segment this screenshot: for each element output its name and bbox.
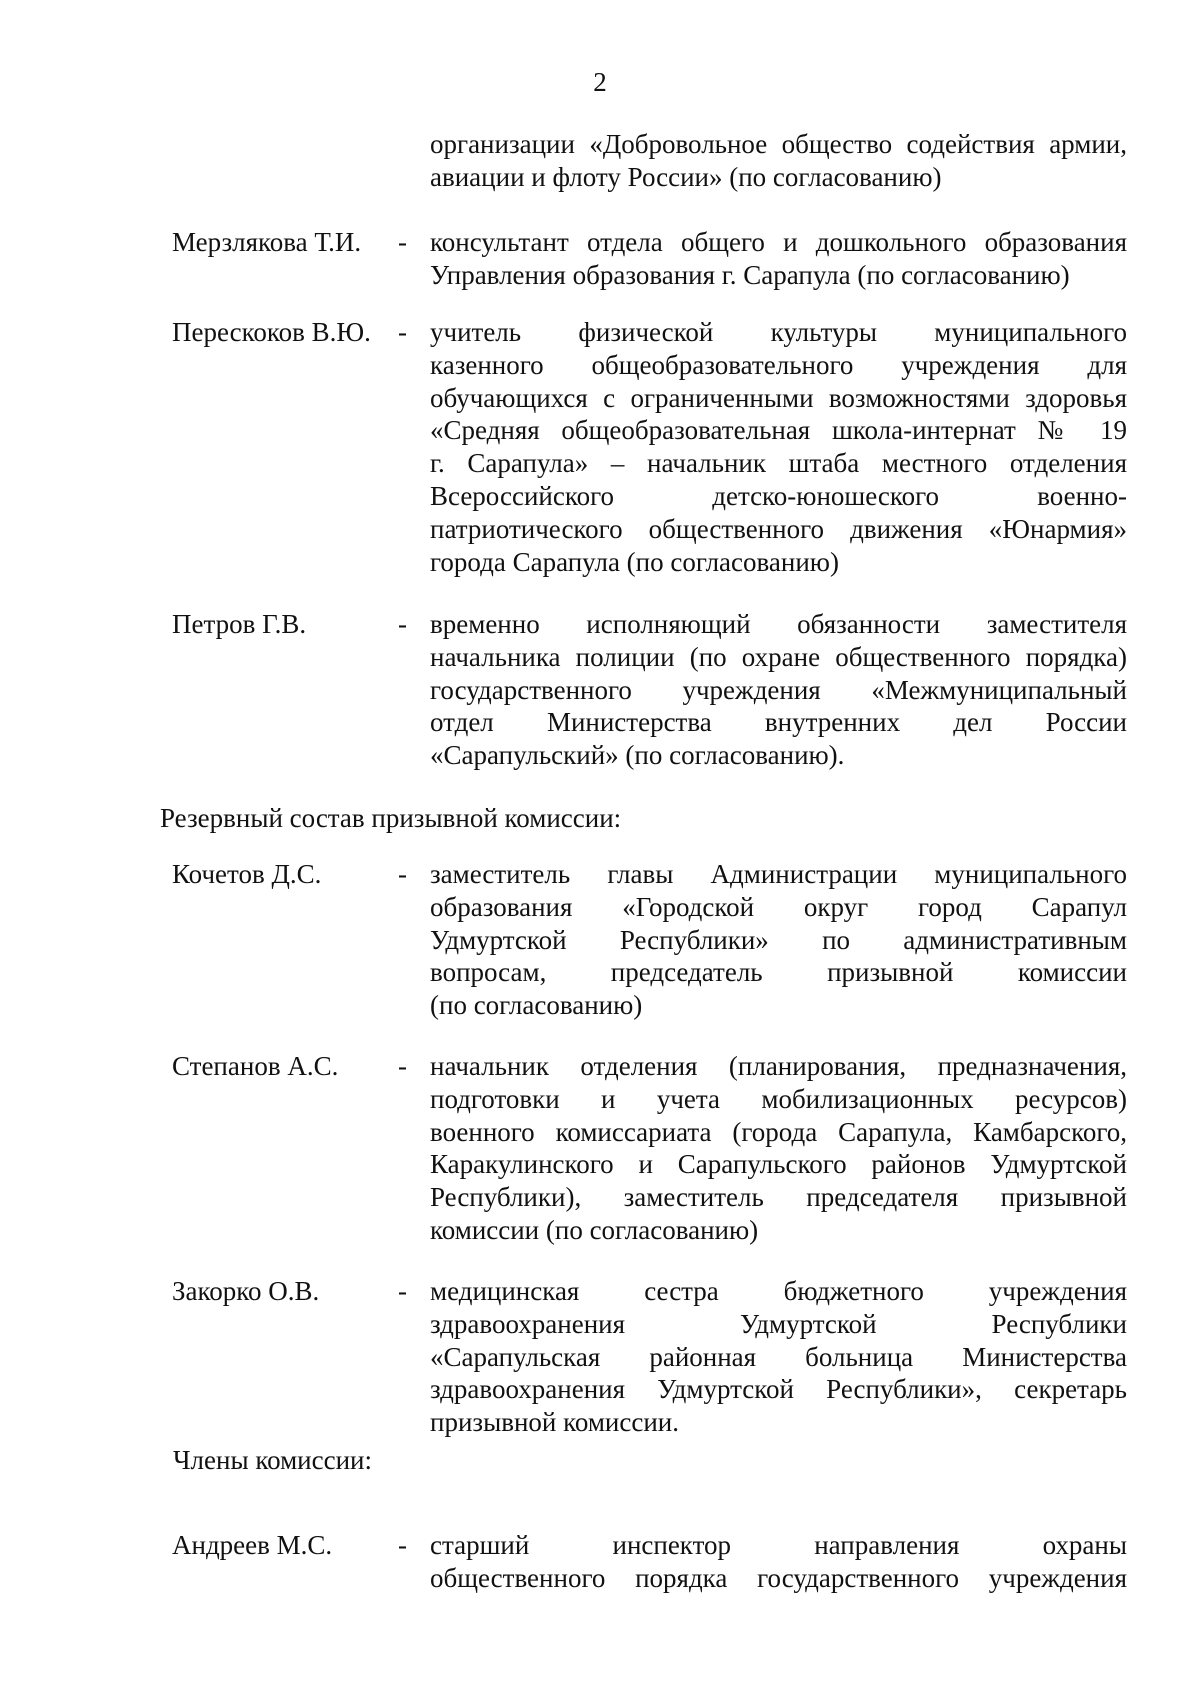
description-line: «Сарапульский» (по согласованию). bbox=[430, 740, 845, 771]
member-description bbox=[430, 1529, 1127, 1595]
description-line: заместитель главы Администрации муниципального bbox=[430, 859, 1127, 889]
description-line: организации «Добровольное общество содействия армии, bbox=[430, 129, 1127, 159]
member-dash: - bbox=[398, 609, 407, 639]
description-line: подготовки и учета мобилизационных ресурсов) bbox=[430, 1083, 1127, 1114]
description-line: учитель физической культуры муниципального bbox=[430, 317, 1127, 347]
member-description bbox=[430, 226, 1127, 292]
member-name: Андреев М.С. bbox=[172, 1530, 333, 1560]
description-line: (по согласованию) bbox=[430, 990, 643, 1021]
description-line: призывной комиссии. bbox=[430, 1407, 679, 1438]
member-description bbox=[430, 1275, 1127, 1439]
description-line: вопросам, председатель призывной комиссии bbox=[430, 957, 1127, 988]
description-line: государственного учреждения «Межмуниципальный bbox=[430, 674, 1127, 705]
description-line: начальника полиции (по охране общественного порядка) bbox=[430, 641, 1127, 672]
member-description bbox=[430, 858, 1127, 1022]
description-line: общественного порядка государственного учреждения bbox=[430, 1562, 1127, 1593]
reserve-heading: Резервный состав призывной комиссии: bbox=[160, 803, 622, 833]
description-line: временно исполняющий обязанности заместителя bbox=[430, 609, 1127, 639]
member-name: Закорко О.В. bbox=[172, 1276, 320, 1306]
description-line: авиации и флоту России» (по согласованию) bbox=[430, 161, 942, 192]
description-line: образования «Городской округ город Сарапул bbox=[430, 891, 1127, 922]
description-line: «Сарапульская районная больница Министерства bbox=[430, 1341, 1127, 1372]
description-line: комиссии (по согласованию) bbox=[430, 1214, 759, 1245]
description-line: казенного общеобразовательного учреждения для bbox=[430, 349, 1127, 380]
member-name: Петров Г.В. bbox=[172, 609, 307, 639]
member-dash: - bbox=[398, 1276, 407, 1306]
description-line: старший инспектор направления охраны bbox=[430, 1530, 1127, 1560]
description-line: Каракулинского и Сарапульского районов Удмуртской bbox=[430, 1149, 1127, 1180]
description-line: медицинская сестра бюджетного учреждения bbox=[430, 1276, 1127, 1306]
member-dash: - bbox=[398, 1051, 407, 1081]
description-line: отдел Министерства внутренних дел России bbox=[430, 707, 1127, 738]
description-line: «Средняя общеобразовательная школа-интернат № 19 bbox=[430, 415, 1127, 446]
description-line: Управления образования г. Сарапула (по согласованию) bbox=[430, 259, 1070, 290]
member-name: Мерзлякова Т.И. bbox=[172, 227, 362, 257]
description-line: консультант отдела общего и дошкольного образования bbox=[430, 227, 1127, 257]
member-description bbox=[430, 1050, 1127, 1247]
description-line: патриотического общественного движения «Юнармия» bbox=[430, 513, 1127, 544]
member-description bbox=[430, 608, 1127, 772]
description-line: Удмуртской Республики» по административным bbox=[430, 924, 1127, 955]
member-dash: - bbox=[398, 859, 407, 889]
continuation-description bbox=[430, 128, 1127, 194]
member-description bbox=[430, 316, 1127, 578]
description-line: Республики), заместитель председателя призывной bbox=[430, 1182, 1127, 1213]
description-line: города Сарапула (по согласованию) bbox=[430, 546, 839, 577]
description-line: Всероссийского детско-юношеского военно- bbox=[430, 480, 1127, 511]
description-line: г. Сарапула» – начальник штаба местного отделения bbox=[430, 448, 1127, 479]
members-heading: Члены комиссии: bbox=[173, 1445, 372, 1475]
member-dash: - bbox=[398, 317, 407, 347]
member-name: Перескоков В.Ю. bbox=[172, 317, 371, 347]
description-line: обучающихся с ограниченными возможностями здоровья bbox=[430, 382, 1127, 413]
member-dash: - bbox=[398, 1530, 407, 1560]
description-line: военного комиссариата (города Сарапула, Камбарского, bbox=[430, 1116, 1127, 1147]
member-name: Кочетов Д.С. bbox=[172, 859, 322, 889]
description-line: здравоохранения Удмуртской Республики bbox=[430, 1308, 1127, 1339]
member-dash: - bbox=[398, 227, 407, 257]
member-name: Степанов А.С. bbox=[172, 1051, 339, 1081]
page-number: 2 bbox=[593, 67, 607, 97]
description-line: начальник отделения (планирования, предназначения, bbox=[430, 1051, 1127, 1081]
description-line: здравоохранения Удмуртской Республики», секретарь bbox=[430, 1374, 1127, 1405]
